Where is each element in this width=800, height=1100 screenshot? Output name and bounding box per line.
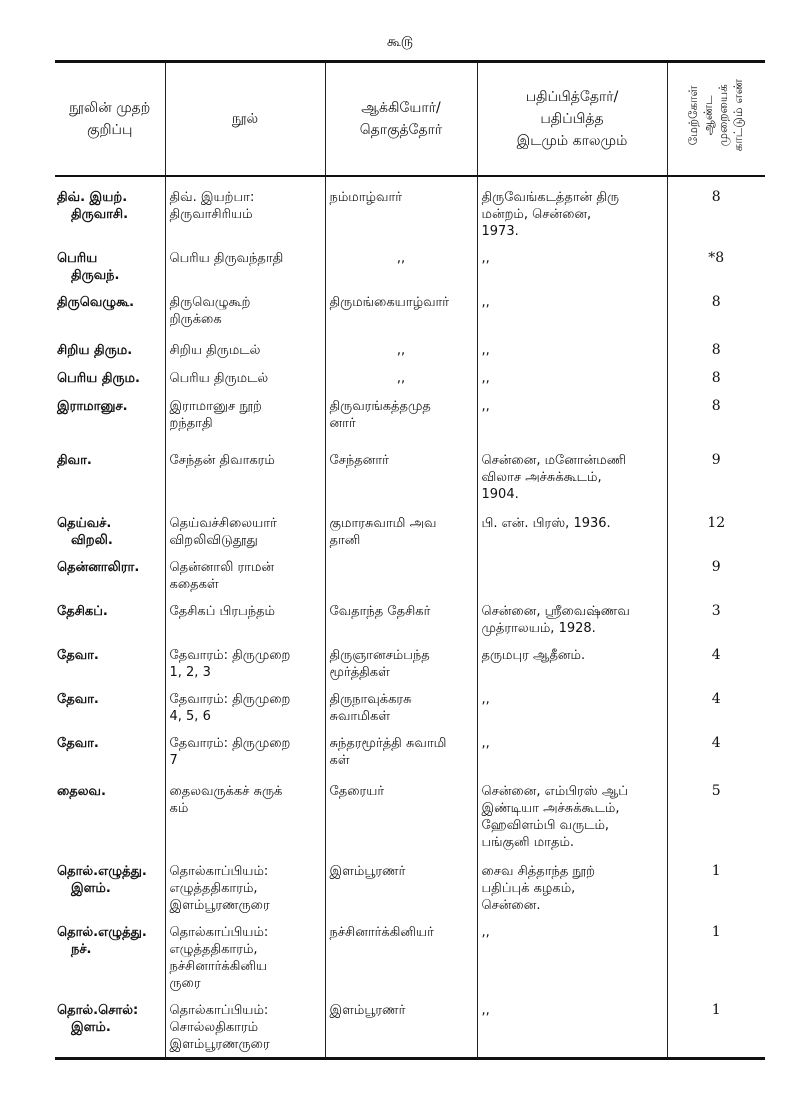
table-row xyxy=(55,507,765,553)
publisher-cell xyxy=(477,996,667,1059)
abbreviation-cell-line: தைலவ. xyxy=(57,784,106,799)
abbreviation-cell-line: நச். xyxy=(71,942,92,957)
book-cell-line: சிறிய திருமடல் xyxy=(169,343,261,358)
page-number: கூ௫ xyxy=(386,34,414,50)
abbreviation-cell xyxy=(55,244,165,290)
bibliography-table xyxy=(55,60,765,1060)
author-cell-line: கள் xyxy=(329,753,350,768)
abbreviation-cell xyxy=(55,336,165,364)
header-abbreviation: நூலின் முதற் குறிப்பு xyxy=(55,62,165,177)
reference-number-cell: 4 xyxy=(667,685,765,729)
author-cell xyxy=(325,364,477,392)
abbreviation-cell-line: பெரிய xyxy=(57,251,98,266)
abbreviation-cell xyxy=(55,597,165,641)
reference-number-cell: 5 xyxy=(667,773,765,855)
book-cell-line: தைலவருக்கச் சுருக் xyxy=(169,784,283,799)
book-cell-line: திவ். இயற்பா: xyxy=(169,190,255,205)
abbreviation-cell-line: பெரிய திரும. xyxy=(57,371,140,386)
reference-number-cell: 4 xyxy=(667,641,765,685)
abbreviation-cell-line: தேவா. xyxy=(57,692,99,707)
publisher-cell-line: விலாச அச்சுக்கூடம், xyxy=(481,470,602,485)
author-cell xyxy=(325,507,477,553)
book-cell-line: ருரை xyxy=(169,976,201,991)
publisher-cell-line: ,, xyxy=(481,399,490,414)
author-cell-line: சுந்தரமூர்த்தி சுவாமி xyxy=(329,736,447,751)
abbreviation-cell-line: தொல்.எழுத்து. xyxy=(57,864,147,879)
book-cell xyxy=(165,685,325,729)
author-cell-line: திருநாவுக்கரசு xyxy=(329,692,412,707)
publisher-cell-line: முத்ராலயம், 1928. xyxy=(481,621,596,636)
publisher-cell-line: ,, xyxy=(481,251,490,266)
reference-number-cell: 9 xyxy=(667,440,765,507)
table-row xyxy=(55,773,765,855)
book-cell-line: தேவாரம்: திருமுறை xyxy=(169,692,291,707)
author-cell xyxy=(325,176,477,244)
book-cell-line: சேந்தன் திவாகரம் xyxy=(169,453,275,468)
publisher-cell xyxy=(477,918,667,996)
book-cell-line: தொல்காப்பியம்: xyxy=(169,925,269,940)
author-cell-line: வேதாந்த தேசிகர் xyxy=(329,604,431,619)
author-cell-line: தேரையர் xyxy=(329,784,385,799)
author-cell xyxy=(325,392,477,440)
author-cell-line: இளம்பூரணர் xyxy=(329,1003,406,1018)
book-cell-line: கம் xyxy=(169,801,189,816)
book-cell-line: தேவாரம்: திருமுறை xyxy=(169,736,291,751)
reference-number-cell: 12 xyxy=(667,507,765,553)
book-cell-line: எழுத்ததிகாரம், xyxy=(169,942,258,957)
publisher-cell-line: பங்குனி மாதம். xyxy=(481,835,575,850)
reference-number-cell: 9 xyxy=(667,553,765,597)
author-cell xyxy=(325,855,477,918)
abbreviation-cell-line: திவ். இயற். xyxy=(57,190,128,205)
book-cell xyxy=(165,176,325,244)
publisher-cell-line: ,, xyxy=(481,692,490,707)
abbreviation-cell-line: இராமானுச. xyxy=(57,399,128,414)
table-row xyxy=(55,918,765,996)
table-row xyxy=(55,336,765,364)
abbreviation-cell xyxy=(55,918,165,996)
book-cell xyxy=(165,507,325,553)
book-cell xyxy=(165,290,325,336)
publisher-cell-line: ,, xyxy=(481,736,490,751)
abbreviation-cell xyxy=(55,729,165,773)
publisher-cell xyxy=(477,176,667,244)
abbreviation-cell-line: திவா. xyxy=(57,453,92,468)
table-row xyxy=(55,597,765,641)
header-publisher: பதிப்பித்தோர்/ பதிப்பித்த இடமும் காலமும் xyxy=(477,62,667,177)
publisher-cell xyxy=(477,855,667,918)
author-cell xyxy=(325,918,477,996)
book-cell-line: தேவாரம்: திருமுறை xyxy=(169,648,291,663)
publisher-cell-line: மன்றம், சென்னை, xyxy=(481,207,592,222)
publisher-cell xyxy=(477,773,667,855)
abbreviation-cell-line: இளம். xyxy=(71,1020,111,1035)
reference-number-cell: 8 xyxy=(667,392,765,440)
reference-number-cell: 8 xyxy=(667,364,765,392)
publisher-cell xyxy=(477,290,667,336)
header-book: நூல் xyxy=(165,62,325,177)
author-cell-line: சுவாமிகள் xyxy=(329,709,391,724)
author-cell xyxy=(325,290,477,336)
abbreviation-cell xyxy=(55,855,165,918)
table-row xyxy=(55,729,765,773)
publisher-cell xyxy=(477,729,667,773)
table-row xyxy=(55,996,765,1059)
book-cell xyxy=(165,996,325,1059)
publisher-cell-line: சென்னை. xyxy=(481,898,541,913)
book-cell-line: இளம்பூரணருரை xyxy=(169,1037,270,1052)
publisher-cell xyxy=(477,336,667,364)
book-cell-line: தெய்வச்சிலையார் xyxy=(169,516,277,531)
abbreviation-cell xyxy=(55,773,165,855)
author-cell-line: இளம்பூரணர் xyxy=(329,864,406,879)
abbreviation-cell-line: தேசிகப். xyxy=(57,604,108,619)
publisher-cell-line: திருவேங்கடத்தான் திரு xyxy=(481,190,620,205)
table-row xyxy=(55,176,765,244)
book-cell-line: தொல்காப்பியம்: xyxy=(169,864,269,879)
book-cell xyxy=(165,553,325,597)
book-cell-line: பெரிய திருவந்தாதி xyxy=(169,251,284,266)
book-cell-line: எழுத்ததிகாரம், xyxy=(169,881,258,896)
author-cell-line: தானி xyxy=(329,533,361,548)
author-cell-line: சேந்தனார் xyxy=(329,453,389,468)
book-cell xyxy=(165,855,325,918)
publisher-cell-line: ஹேவிளம்பி வருடம், xyxy=(481,818,610,833)
header-author: ஆக்கியோர்/ தொகுத்தோர் xyxy=(325,62,477,177)
book-cell-line: கதைகள் xyxy=(169,577,219,592)
book-cell-line: பெரிய திருமடல் xyxy=(169,371,269,386)
book-cell-line: 1, 2, 3 xyxy=(169,665,211,680)
table-row xyxy=(55,685,765,729)
reference-number-cell: 4 xyxy=(667,729,765,773)
author-cell-line: நம்மாழ்வார் xyxy=(329,190,403,205)
table-body xyxy=(55,176,765,1059)
publisher-cell-line: ,, xyxy=(481,1003,490,1018)
publisher-cell-line: ,, xyxy=(481,925,490,940)
reference-number-cell: *8 xyxy=(667,244,765,290)
author-cell-line: குமாரசுவாமி அவ xyxy=(329,516,437,531)
author-cell xyxy=(325,641,477,685)
reference-number-cell: 1 xyxy=(667,918,765,996)
abbreviation-cell xyxy=(55,685,165,729)
book-cell-line: திருவெழுகூற் xyxy=(169,295,251,310)
author-cell-line: திருமங்கையாழ்வார் xyxy=(329,295,450,310)
publisher-cell-line: 1973. xyxy=(481,224,519,239)
author-cell xyxy=(325,440,477,507)
table-row xyxy=(55,392,765,440)
reference-number-cell: 8 xyxy=(667,290,765,336)
author-cell xyxy=(325,553,477,597)
table-header-row xyxy=(55,62,765,177)
author-cell xyxy=(325,685,477,729)
publisher-cell-line: 1904. xyxy=(481,487,519,502)
book-cell-line: சொல்லதிகாரம் xyxy=(169,1020,259,1035)
book-cell-line: தொல்காப்பியம்: xyxy=(169,1003,269,1018)
abbreviation-cell-line: திருவந். xyxy=(71,268,120,283)
book-cell-line: இராமானுச நூற் xyxy=(169,399,262,414)
book-cell-line: றந்தாதி xyxy=(169,416,213,431)
abbreviation-cell xyxy=(55,364,165,392)
author-cell-line: திருவரங்கத்தமுத xyxy=(329,399,431,414)
publisher-cell xyxy=(477,641,667,685)
table-row xyxy=(55,364,765,392)
author-cell-line: ,, xyxy=(396,371,406,386)
publisher-cell-line: பி. என். பிரஸ், 1936. xyxy=(481,516,611,531)
abbreviation-cell-line: திருவெழுகூ. xyxy=(57,295,135,310)
table-row xyxy=(55,440,765,507)
book-cell xyxy=(165,336,325,364)
book-cell-line: தென்னாலி ராமன் xyxy=(169,560,275,575)
book-cell xyxy=(165,392,325,440)
publisher-cell xyxy=(477,440,667,507)
publisher-cell-line: தருமபுர ஆதீனம். xyxy=(481,648,586,663)
author-cell xyxy=(325,597,477,641)
publisher-cell-line: சென்னை, மனோன்மணி xyxy=(481,453,627,468)
abbreviation-cell-line: சிறிய திரும. xyxy=(57,343,133,358)
abbreviation-cell-line: திருவாசி. xyxy=(71,207,129,222)
publisher-cell-line: ,, xyxy=(481,371,490,386)
abbreviation-cell-line: விறலி. xyxy=(71,533,113,548)
publisher-cell xyxy=(477,244,667,290)
publisher-cell-line: சென்னை, ஸ்ரீவைஷ்ணவ xyxy=(481,604,630,619)
abbreviation-cell-line: தெய்வச். xyxy=(57,516,112,531)
publisher-cell-line: சைவ சித்தாந்த நூற் xyxy=(481,864,595,879)
book-cell-line: நச்சினார்க்கினிய xyxy=(169,959,268,974)
book-cell xyxy=(165,773,325,855)
abbreviation-cell xyxy=(55,996,165,1059)
book-cell-line: 4, 5, 6 xyxy=(169,709,211,724)
header-reference-number: மேற்கோள் ஆண்ட முறையைக் காட்டும் எண் xyxy=(667,62,765,177)
book-cell-line: றிருக்கை xyxy=(169,312,222,327)
book-cell-line: விறலிவிடுதூது xyxy=(169,533,258,548)
book-cell-line: இளம்பூரணருரை xyxy=(169,898,270,913)
publisher-cell-line: பதிப்புக் கழகம், xyxy=(481,881,576,896)
author-cell-line: நச்சினார்க்கினியர் xyxy=(329,925,434,940)
abbreviation-cell xyxy=(55,507,165,553)
author-cell-line: மூர்த்திகள் xyxy=(329,665,390,680)
publisher-cell xyxy=(477,364,667,392)
abbreviation-cell-line: இளம். xyxy=(71,881,111,896)
publisher-cell-line: இண்டியா அச்சுக்கூடம், xyxy=(481,801,620,816)
book-cell xyxy=(165,244,325,290)
table-row xyxy=(55,553,765,597)
author-cell xyxy=(325,996,477,1059)
table-row xyxy=(55,244,765,290)
publisher-cell-line: ,, xyxy=(481,343,490,358)
publisher-cell xyxy=(477,507,667,553)
reference-number-cell: 1 xyxy=(667,855,765,918)
author-cell-line: திருஞானசம்பந்த xyxy=(329,648,430,663)
author-cell xyxy=(325,336,477,364)
author-cell xyxy=(325,244,477,290)
publisher-cell xyxy=(477,392,667,440)
publisher-cell xyxy=(477,685,667,729)
table-row xyxy=(55,855,765,918)
author-cell xyxy=(325,773,477,855)
abbreviation-cell xyxy=(55,553,165,597)
abbreviation-cell xyxy=(55,290,165,336)
abbreviation-cell-line: தொல்.எழுத்து. xyxy=(57,925,147,940)
reference-number-cell: 3 xyxy=(667,597,765,641)
abbreviation-cell-line: தேவா. xyxy=(57,736,99,751)
table-row xyxy=(55,290,765,336)
publisher-cell-line: ,, xyxy=(481,295,490,310)
author-cell-line: னார் xyxy=(329,416,356,431)
abbreviation-cell xyxy=(55,641,165,685)
book-cell-line: 7 xyxy=(169,753,178,768)
abbreviation-cell xyxy=(55,392,165,440)
book-cell xyxy=(165,918,325,996)
abbreviation-cell xyxy=(55,440,165,507)
book-cell xyxy=(165,364,325,392)
book-cell-line: திருவாசிரியம் xyxy=(169,207,253,222)
author-cell xyxy=(325,729,477,773)
book-cell xyxy=(165,440,325,507)
abbreviation-cell xyxy=(55,176,165,244)
abbreviation-cell-line: தேவா. xyxy=(57,648,99,663)
book-cell xyxy=(165,729,325,773)
reference-number-cell: 8 xyxy=(667,176,765,244)
reference-number-cell: 8 xyxy=(667,336,765,364)
reference-number-cell: 1 xyxy=(667,996,765,1059)
table-row xyxy=(55,641,765,685)
abbreviation-cell-line: தென்னாலிரா. xyxy=(57,560,140,575)
book-cell xyxy=(165,641,325,685)
author-cell-line: ,, xyxy=(396,343,406,358)
author-cell-line: ,, xyxy=(396,251,406,266)
abbreviation-cell-line: தொல்.சொல்: xyxy=(57,1003,139,1018)
book-cell xyxy=(165,597,325,641)
publisher-cell xyxy=(477,553,667,597)
publisher-cell xyxy=(477,597,667,641)
publisher-cell-line: சென்னை, எம்பிரஸ் ஆப் xyxy=(481,784,628,799)
book-cell-line: தேசிகப் பிரபந்தம் xyxy=(169,604,276,619)
